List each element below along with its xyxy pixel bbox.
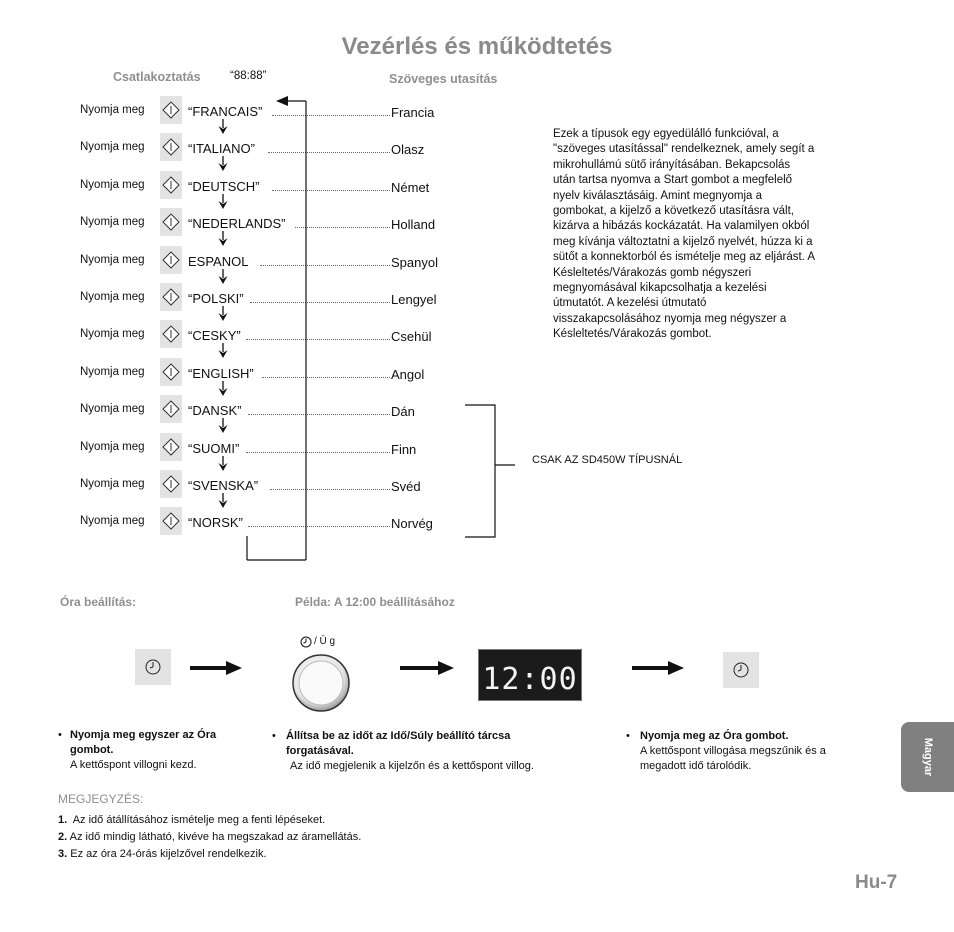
language-name: Csehül (391, 329, 432, 344)
step-1-text: A kettőspont villogni kezd. (70, 759, 197, 771)
language-code: “ITALIANO” (188, 141, 255, 156)
example-heading: Példa: A 12:00 beállításához (295, 595, 455, 609)
press-label: Nyomja meg (80, 328, 145, 340)
bullet-icon: • (58, 729, 62, 741)
press-label: Nyomja meg (80, 515, 145, 527)
language-code: “FRANCAIS” (188, 104, 263, 119)
step-3 (626, 729, 866, 774)
language-code: “CESKY” (188, 328, 241, 343)
language-code: “NEDERLANDS” (188, 216, 286, 231)
step-2-bold: Állítsa be az időt az Idő/Súly beállító tárcsa forgatásával. (286, 730, 511, 757)
model-note: CSAK AZ SD450W TÍPUSNÁL (532, 454, 683, 466)
language-name: Angol (391, 367, 425, 382)
press-label: Nyomja meg (80, 478, 145, 490)
arrow-right-icon (190, 661, 242, 675)
language-name: Lengyel (391, 292, 437, 307)
note-item: 3. Ez az óra 24-órás kijelzővel rendelkezik. (58, 848, 267, 860)
language-code: “NORSK” (188, 515, 243, 530)
note-item: 1. Az idő átállításához ismételje meg a fenti lépéseket. (58, 814, 326, 826)
press-label: Nyomja meg (80, 104, 145, 116)
note-item: 2. Az idő mindig látható, kivéve ha megszakad az áramellátás. (58, 831, 362, 843)
initial-display-text: “88:88” (230, 70, 267, 82)
step-1-bold: Nyomja meg egyszer az Óra gombot. (70, 729, 217, 756)
clock-heading: Óra beállítás: (60, 595, 137, 609)
language-code: “SUOMI” (188, 441, 240, 456)
language-name: Svéd (391, 479, 421, 494)
time-display-value: 12:00 (482, 662, 578, 697)
step-3-text: A kettőspont villogása megszűnik és a megadott idő tárolódik. (640, 745, 826, 772)
step-2 (272, 729, 582, 774)
text-instructions-heading: Szöveges utasítás (389, 72, 498, 86)
press-label: Nyomja meg (80, 141, 145, 153)
language-code: “SVENSKA” (188, 478, 259, 493)
clock-button-confirm[interactable] (723, 652, 759, 688)
press-label: Nyomja meg (80, 291, 145, 303)
language-name: Olasz (391, 142, 425, 157)
side-tab-label: Magyar (921, 737, 934, 777)
press-label: Nyomja meg (80, 216, 145, 228)
clock-small-icon (300, 636, 312, 648)
language-code: “POLSKI” (188, 291, 244, 306)
bullet-icon: • (626, 730, 630, 742)
language-code: “DANSK” (188, 403, 242, 418)
step-2-text: Az idő megjelenik a kijelzőn és a kettőspont villog. (290, 760, 534, 772)
notes-list (58, 812, 361, 863)
time-weight-dial[interactable] (290, 652, 352, 714)
language-code: ESPANOL (188, 254, 249, 269)
language-name: Holland (391, 217, 436, 232)
language-name: Német (391, 180, 430, 195)
arrow-right-icon (632, 661, 684, 675)
press-label: Nyomja meg (80, 254, 145, 266)
language-name: Dán (391, 404, 415, 419)
dial-label: / Ū g (314, 636, 336, 647)
language-side-tab (901, 722, 954, 792)
notes-heading: MEGJEGYZÉS: (58, 792, 144, 806)
language-name: Finn (391, 442, 417, 457)
language-code: “DEUTSCH” (188, 179, 260, 194)
language-name: Spanyol (391, 255, 438, 270)
description-paragraph: Ezek a típusok egy egyedülálló funkcióval, a "szöveges utasítással" rendelkeznek, amely segít a mikrohullámú sütő irányításában. Bekapcsolás után tartsa nyomva a Start gombot a megfelelő nyelv kiválasztásáig. Amint megnyomja a gombokat, a kijelző a következő utasításra vált, kizárva a hibázás kockázatát. Ha valamilyen okból meg kívánja változtatni a kijelző nyelvét, húzza ki a sütőt a konnektorból és ismételje meg az eljárást. A Késleltetés/Várakozás gomb négyszeri megnyomásával kikapcsolhatja a kezelési útmutatót. A kezelési útmutató visszakapcsolásához nyomja meg négyszer a Késleltetés/Várakozás gombot. (553, 128, 815, 341)
page-number: Hu-7 (855, 872, 898, 893)
arrow-right-icon (400, 661, 454, 675)
language-code: “ENGLISH” (188, 366, 254, 381)
press-label: Nyomja meg (80, 441, 145, 453)
step-1 (58, 728, 258, 773)
press-label: Nyomja meg (80, 366, 145, 378)
page-title: Vezérlés és működtetés (341, 33, 613, 60)
connect-heading: Csatlakoztatás (113, 70, 201, 84)
clock-icon (723, 652, 759, 688)
language-name: Norvég (391, 516, 433, 531)
press-label: Nyomja meg (80, 403, 145, 415)
time-display (478, 649, 582, 701)
press-label: Nyomja meg (80, 179, 145, 191)
language-name: Francia (391, 105, 435, 120)
bullet-icon: • (272, 730, 276, 742)
step-3-bold: Nyomja meg az Óra gombot. (640, 730, 789, 742)
